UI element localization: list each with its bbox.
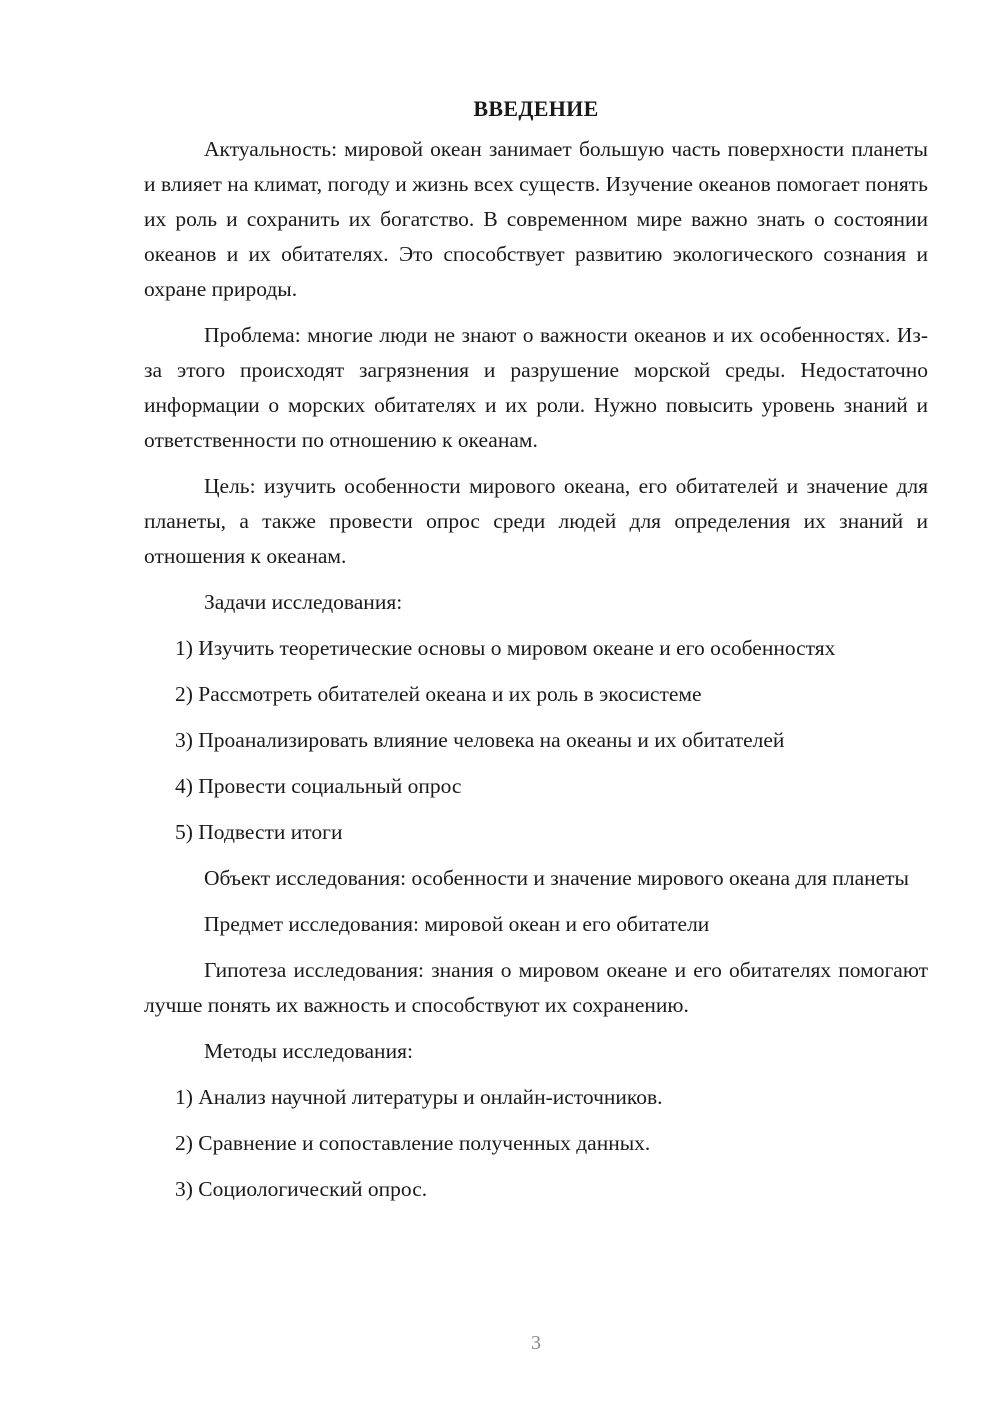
- task-item: 4) Провести социальный опрос: [175, 774, 462, 798]
- method-item: 1) Анализ научной литературы и онлайн-источников.: [175, 1085, 663, 1109]
- paragraph-relevance: Актуальность: мировой океан занимает большую часть поверхности планеты и влияет на климат, погоду и жизнь всех существ. Изучение океанов помогает понять их роль и сохранить их богатство. В современном мире важно знать о состоянии океанов и их обитателях. Это способствует развитию экологического сознания и охране природы.: [144, 137, 928, 301]
- method-item: 3) Социологический опрос.: [175, 1177, 428, 1201]
- paragraph-subject: Предмет исследования: мировой океан и его обитатели: [204, 912, 710, 936]
- paragraph-problem: Проблема: многие люди не знают о важности океанов и их особенностях. Из-за этого происходят загрязнения и разрушение морской среды. Недостаточно информации о морских обитателях и их роли. Нужно повысить уровень знаний и ответственности по отношению к океанам.: [144, 323, 928, 452]
- paragraph-methods-title: Методы исследования:: [204, 1039, 413, 1063]
- paragraph-goal: Цель: изучить особенности мирового океана, его обитателей и значение для планеты, а также провести опрос среди людей для определения их знаний и отношения к океанам.: [144, 474, 928, 568]
- paragraph-hypothesis: Гипотеза исследования: знания о мировом океане и его обитателях помогают лучше понять их важность и способствуют их сохранению.: [144, 958, 928, 1017]
- document-page: [144, 92, 928, 1218]
- task-item: 5) Подвести итоги: [175, 820, 343, 844]
- section-heading: ВВЕДЕНИЕ: [473, 96, 599, 121]
- task-item: 2) Рассмотреть обитателей океана и их роль в экосистеме: [175, 682, 702, 706]
- task-item: 1) Изучить теоретические основы о мировом океане и его особенностях: [175, 636, 836, 660]
- paragraph-object: Объект исследования: особенности и значение мирового океана для планеты: [204, 866, 909, 890]
- task-item: 3) Проанализировать влияние человека на океаны и их обитателей: [175, 728, 785, 752]
- paragraph-tasks-title: Задачи исследования:: [204, 590, 403, 614]
- page-number: 3: [531, 1332, 541, 1354]
- method-item: 2) Сравнение и сопоставление полученных данных.: [175, 1131, 651, 1155]
